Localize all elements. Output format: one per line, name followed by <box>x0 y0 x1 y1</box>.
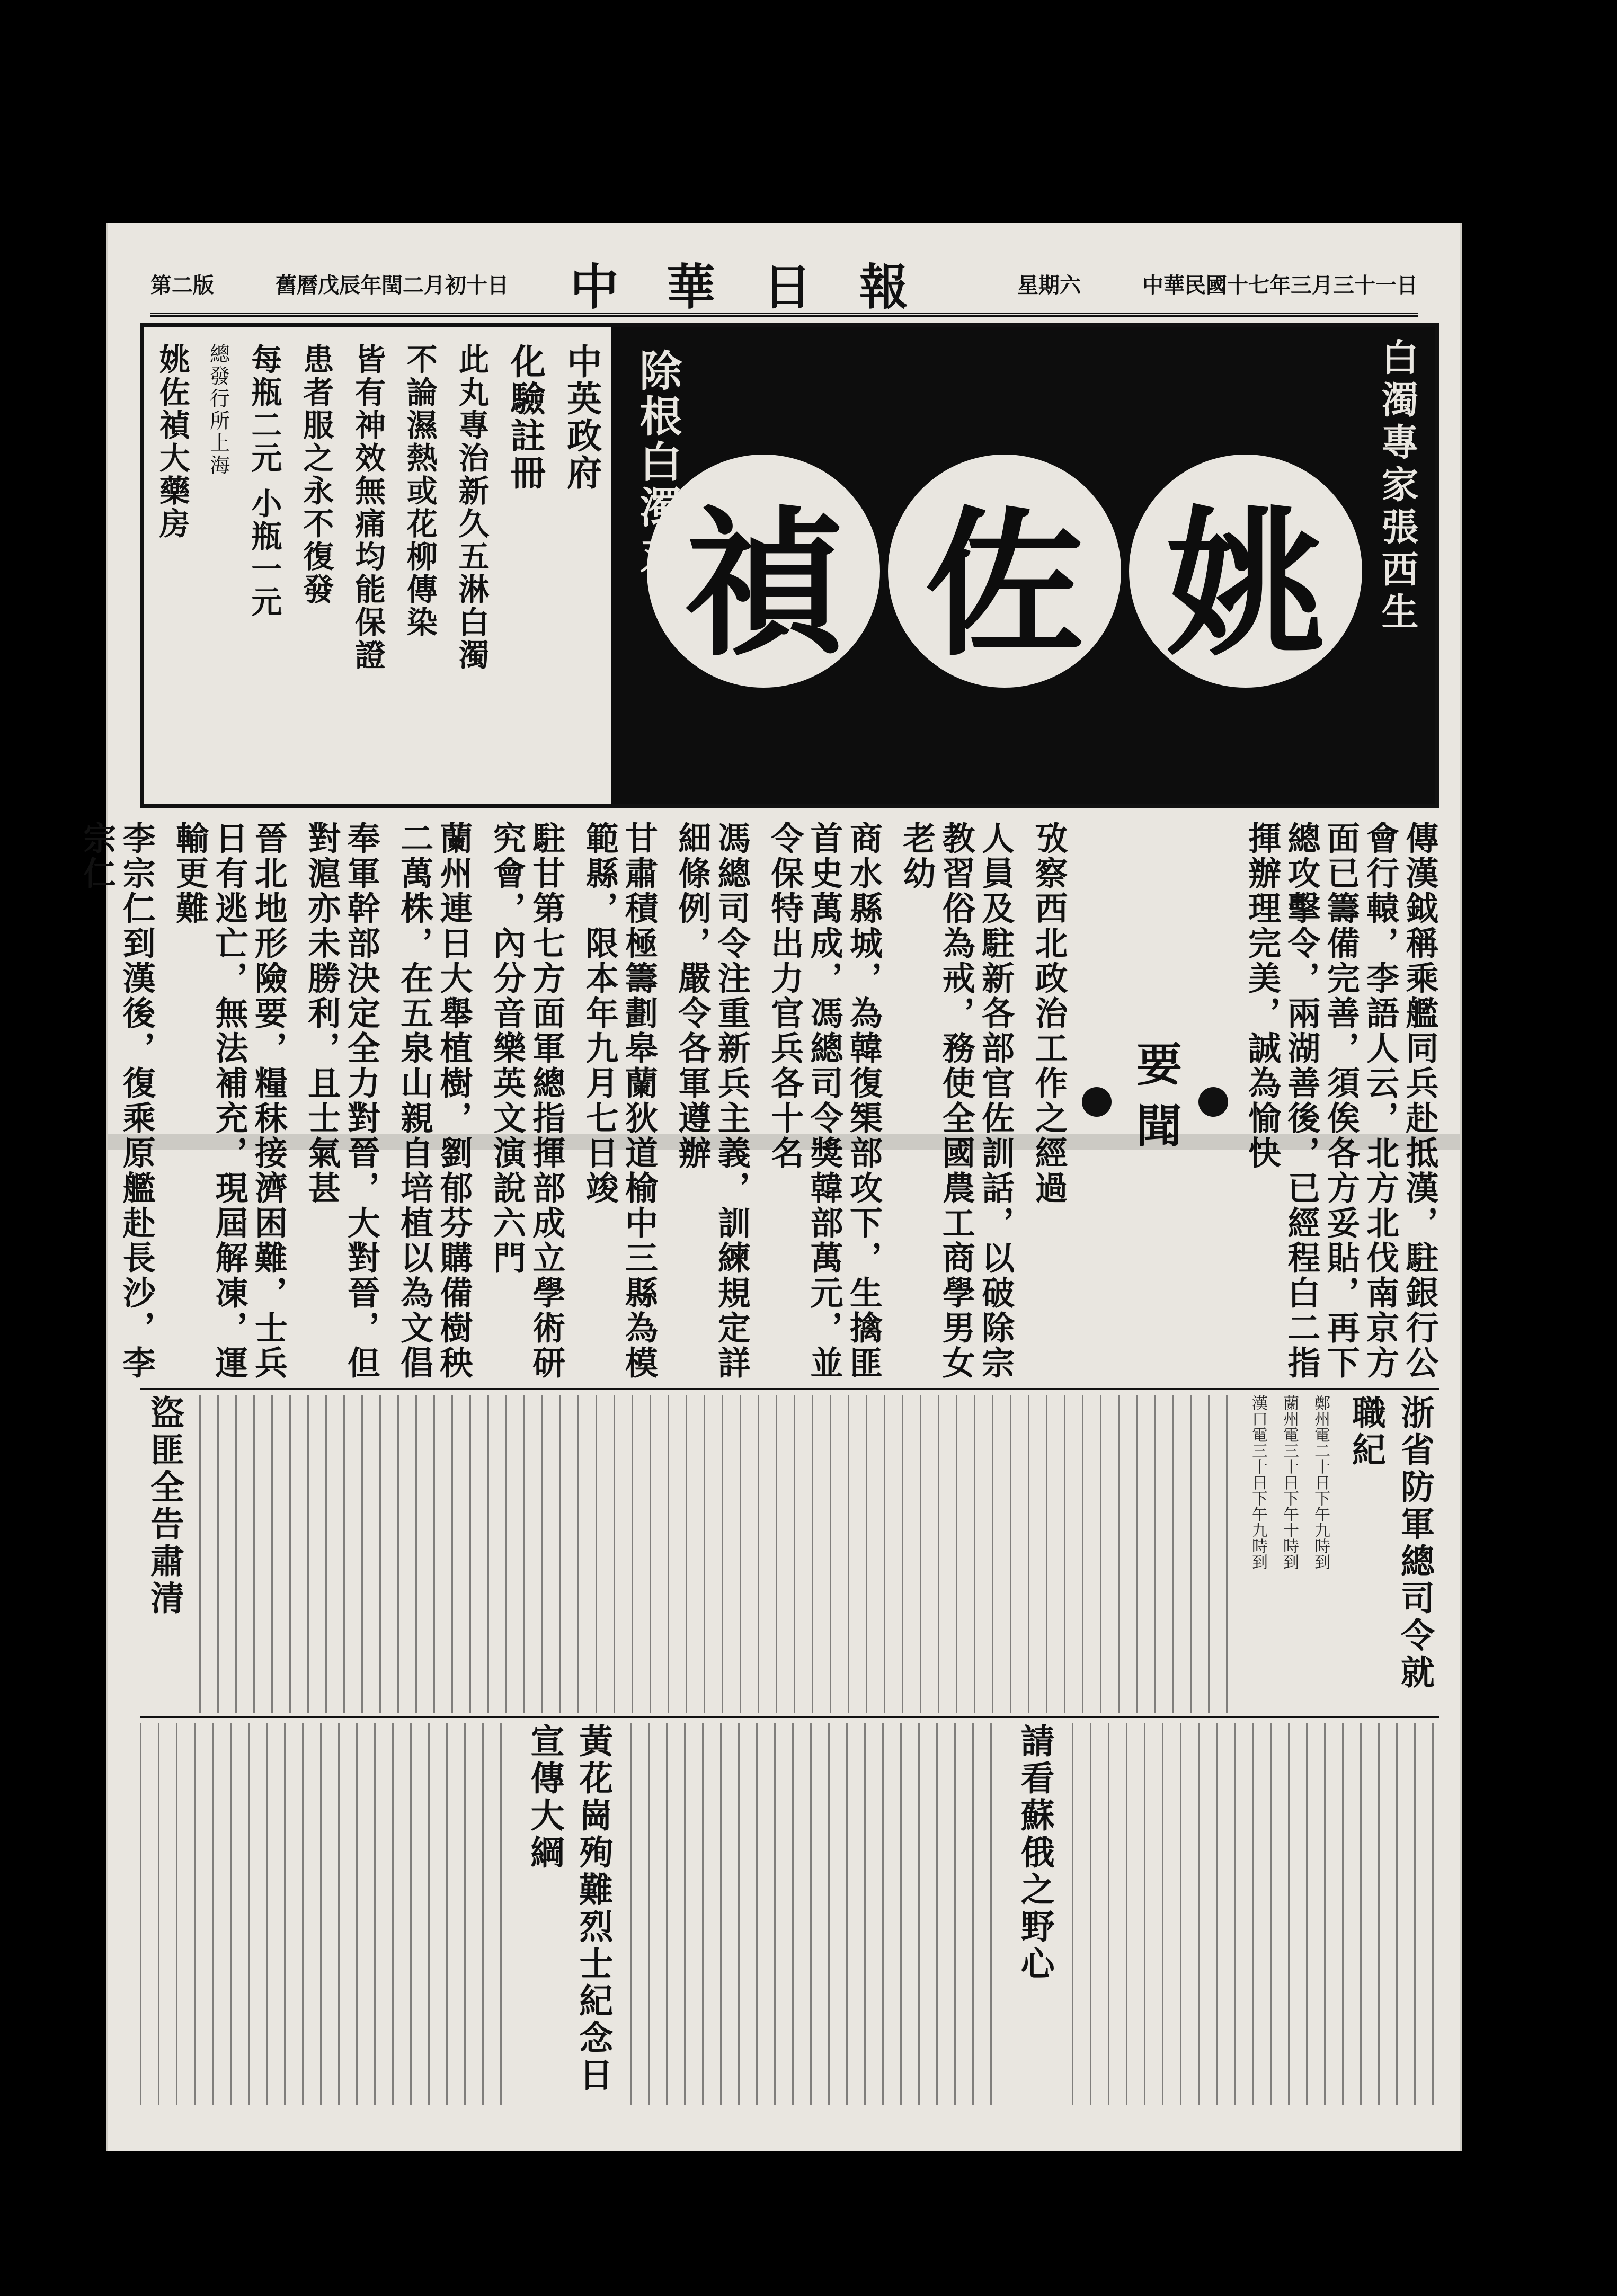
ad-line: 患者服之永不復發 <box>298 343 334 606</box>
masthead: 中華日報 <box>570 259 956 316</box>
news-article: 商水縣城，為韓復榘部攻下，生擒匪首史萬成，馮總司令獎韓部萬元，並令保特出力官兵各十名 <box>765 821 883 1381</box>
brand-strip: 白濁專家張西生 <box>1375 338 1419 635</box>
body-text-columns <box>1072 1723 1439 2105</box>
news-article: 攷察西北政治工作之經過 <box>1029 821 1069 1206</box>
republic-date: 中華民國十七年三月三十一日 <box>1142 272 1418 298</box>
page-number: 第二版 <box>150 272 214 298</box>
dateline: 蘭州電三十日下午十時到 <box>1280 1395 1299 1570</box>
news-article: 李宗仁到漢後，復乘原艦赴長沙，李宗仁 <box>77 821 156 1381</box>
advertisement-banner <box>140 323 1439 808</box>
news-article: 馮總司令注重新兵主義，訓練規定詳細條例，嚴令各軍遵辦 <box>672 821 751 1381</box>
ad-line: 此丸專治新久五淋白濁 <box>453 343 490 672</box>
top-news-block <box>77 816 1439 1383</box>
subheadline: 請看蘇俄之野心 <box>1015 1723 1055 1983</box>
ad-line: 姚佐禎大藥房 <box>154 343 190 540</box>
lower-news-block <box>140 1716 1439 2105</box>
body-text-columns <box>199 1395 1237 1713</box>
news-article: 蘭州連日大舉植樹，劉郁芬購備樹秧二萬株，在五泉山親自培植以為文倡 <box>395 821 473 1381</box>
ad-copy <box>144 327 611 804</box>
brand-char-circle: 姚 <box>1129 455 1362 688</box>
lunar-date: 舊曆戊辰年閏二月初十日 <box>275 272 509 298</box>
newspaper-page <box>77 223 1462 2151</box>
news-article: 駐甘第七方面軍總指揮部成立學術研究會，內分音樂英文演說六門 <box>487 821 566 1381</box>
page-header <box>150 254 1418 317</box>
dateline: 鄭州電二十日下午九時到 <box>1311 1395 1330 1570</box>
news-article: 人員及駐新各部官佐訓話，以破除宗教習俗為戒，務使全國農工商學男女老幼 <box>897 821 1015 1381</box>
news-article: 傳漢鉞稱乘艦同兵赴抵漢，駐銀行公會行轅，李語人云，北方北伐南京方面已籌備完善，須俟各方妥貼，再下總攻擊令，兩湖善後，已經程白二指揮辦理完美，誠為愉快 <box>1242 821 1439 1381</box>
brand-box <box>611 327 1435 804</box>
bullet-icon <box>1082 1087 1112 1117</box>
body-text-columns <box>630 1723 997 2105</box>
weekday: 星期六 <box>1017 272 1081 298</box>
product-name: 除根白濁丸 <box>632 349 682 576</box>
bullet-icon <box>1198 1087 1228 1117</box>
ad-line: 化驗註冊 <box>504 343 546 492</box>
section-headline: 要聞 <box>1082 821 1228 1383</box>
dateline: 漢口電三十日下午九時到 <box>1249 1395 1267 1570</box>
ad-line: 不論濕熱或花柳傳染 <box>401 343 438 639</box>
brand-char-circle: 禎 <box>647 455 880 688</box>
body-text-columns <box>140 1723 507 2105</box>
subheadline: 黃花崗殉難烈士紀念日宣傳大綱 <box>525 1723 614 2094</box>
ad-line: 中英政府 <box>561 343 602 492</box>
ad-line: 每瓶二元 小瓶一元 <box>246 343 282 619</box>
news-area <box>77 816 1439 2108</box>
ad-line: 總發行所上海 <box>206 343 230 477</box>
news-article: 晉北地形險要，糧秣接濟困難，士兵日有逃亡，無法補充，現屆解凍，運輸更難 <box>170 821 288 1381</box>
brand-char-circle: 佐 <box>888 455 1121 688</box>
news-article: 甘肅積極籌劃皋蘭狄道榆中三縣為模範縣，限本年九月七日竣 <box>580 821 659 1381</box>
middle-news-block <box>140 1388 1439 1713</box>
brand-name <box>643 407 1366 735</box>
news-article: 奉軍幹部決定全力對晉，大對晉，但對滬亦未勝利，且士氣甚 <box>302 821 381 1381</box>
subheadline: 浙省防軍總司令就職紀 <box>1346 1395 1435 1692</box>
subheadline: 盜匪全告肅清 <box>145 1395 184 1617</box>
ad-line: 皆有神效無痛均能保證 <box>349 343 386 672</box>
